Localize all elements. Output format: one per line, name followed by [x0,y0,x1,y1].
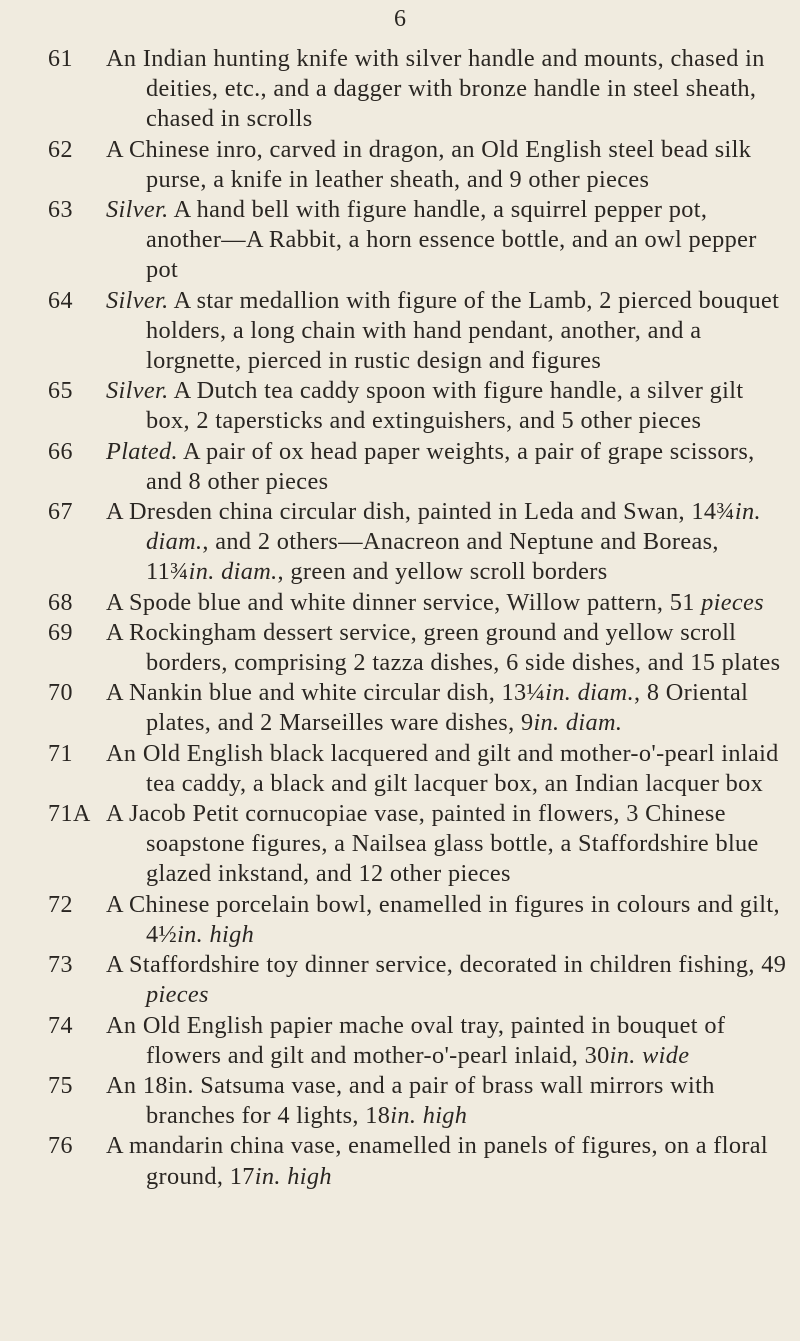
lot-description-part: in. diam. [533,709,623,737]
lot-description-part: A Spode blue and white dinner service, Willow pattern, 51 [106,588,702,616]
lot-entry [48,44,788,135]
lot-description [106,286,788,377]
lot-description-part: Silver. [106,196,169,224]
lot-number: 69 [48,619,73,646]
lot-description-part: A Jacob Petit cornucopiae vase, painted in flowers, 3 Chinese soapstone figures, a Nailsea glass bottle, a Staffordshire blue glazed inkstand, and 12 other pieces [106,800,759,888]
lot-description [106,950,788,1010]
lot-description-part: A Staffordshire toy dinner service, decorated in children fishing, 49 [106,951,787,979]
lot-description [106,44,788,135]
lot-entry [48,1071,788,1131]
lot-number: 75 [48,1072,73,1099]
lot-description-part: A Nankin blue and white circular dish, 13¼ [106,679,546,707]
lot-description-part: An Old English black lacquered and gilt and mother-o'-pearl inlaid tea caddy, a black and gilt lacquer box, an Indian lacquer box [106,739,779,797]
lot-entry [48,890,788,950]
lot-description [106,1071,788,1131]
lot-description-part: Silver. [106,286,169,314]
lot-number: 64 [48,287,73,314]
lot-description-part: in. diam. [146,498,761,556]
lot-entry [48,195,788,286]
lot-description-part: A Chinese porcelain bowl, enamelled in figures in colours and gilt, 4½ [106,890,780,948]
lot-description-part: A pair of ox head paper weights, a pair of grape scissors, and 8 other pieces [146,437,755,495]
lot-number: 68 [48,589,73,616]
lot-number: 62 [48,136,73,163]
lot-entry [48,1131,788,1191]
lot-entry [48,286,788,377]
lot-description [106,376,788,436]
lot-description [106,799,788,890]
lot-description [106,195,788,286]
lot-description-part: Plated. [106,437,178,465]
lot-description-part: pieces [146,981,209,1009]
lot-number: 71 [48,740,73,767]
lot-description-part: A Dresden china circular dish, painted in Leda and Swan, 14¾ [106,498,735,526]
lot-description-part: A Chinese inro, carved in dragon, an Old English steel bead silk purse, a knife in leather sheath, and 9 other pieces [106,135,752,193]
lot-number: 66 [48,438,73,465]
lot-description [106,890,788,950]
lot-description-part: , and 2 others—Anacreon and Neptune and Boreas, 11¾ [146,528,719,586]
lot-description-part: in. wide [609,1041,690,1069]
lot-description [106,739,788,799]
lot-description [106,1011,788,1071]
lot-entry [48,950,788,1010]
lot-description-part: A hand bell with figure handle, a squirrel pepper pot, another—A Rabbit, a horn essence bottle, and an owl pepper pot [146,196,757,284]
lot-description [106,1131,788,1191]
lot-entry [48,135,788,195]
lot-number: 70 [48,680,73,707]
lot-number: 71A [48,801,91,828]
lot-list [48,44,788,1192]
lot-entry [48,1011,788,1071]
lot-description-part: A mandarin china vase, enamelled in panels of figures, on a floral ground, 17 [106,1132,769,1190]
lot-description-part: An Old English papier mache oval tray, painted in bouquet of flowers and gilt and mother-o'-pearl inlaid, 30 [106,1011,726,1069]
lot-description [106,618,788,678]
lot-description-part: , 8 Oriental plates, and 2 Marseilles ware dishes, 9 [146,679,749,737]
lot-description [106,588,788,618]
lot-description-part: An 18in. Satsuma vase, and a pair of brass wall mirrors with branches for 4 lights, 18 [106,1071,715,1130]
lot-description-part: pieces [701,588,764,616]
lot-description-part: A star medallion with figure of the Lamb, 2 pierced bouquet holders, a long chain with hand pendant, another, and a lorgnette, pierced in rustic design and figures [146,286,780,375]
lot-entry [48,618,788,678]
lot-entry [48,588,788,618]
lot-description-part: Silver. [106,377,169,405]
lot-number: 67 [48,499,73,526]
lot-number: 63 [48,197,73,224]
lot-number: 76 [48,1133,73,1160]
lot-description-part: in. high [177,920,255,948]
lot-description [106,437,788,497]
lot-description-part: An Indian hunting knife with silver handle and mounts, chased in deities, etc., and a dagger with bronze handle in steel sheath, chased in scrolls [106,45,765,133]
lot-entry [48,799,788,890]
lot-entry [48,739,788,799]
lot-number: 65 [48,378,73,405]
lot-number: 61 [48,46,73,72]
lot-description [106,135,788,195]
lot-entry [48,497,788,588]
lot-description [106,678,788,738]
lot-entry [48,437,788,497]
lot-number: 73 [48,952,73,979]
lot-description-part: in. diam. [545,679,634,707]
lot-number: 72 [48,891,73,918]
lot-description-part: in. high [254,1162,332,1190]
lot-description-part: , green and yellow scroll borders [277,558,608,586]
lot-entry [48,678,788,738]
lot-description-part: in. high [390,1102,468,1130]
lot-description-part: in. diam. [188,558,278,586]
lot-number: 74 [48,1012,73,1039]
lot-entry [48,376,788,436]
lot-description [106,497,788,588]
lot-description-part: A Rockingham dessert service, green ground and yellow scroll borders, comprising 2 tazza dishes, 6 side dishes, and 15 plates [106,618,781,677]
lot-description-part: A Dutch tea caddy spoon with figure handle, a silver gilt box, 2 tapersticks and extinguishers, and 5 other pieces [146,377,744,435]
page-number: 6 [394,6,406,32]
